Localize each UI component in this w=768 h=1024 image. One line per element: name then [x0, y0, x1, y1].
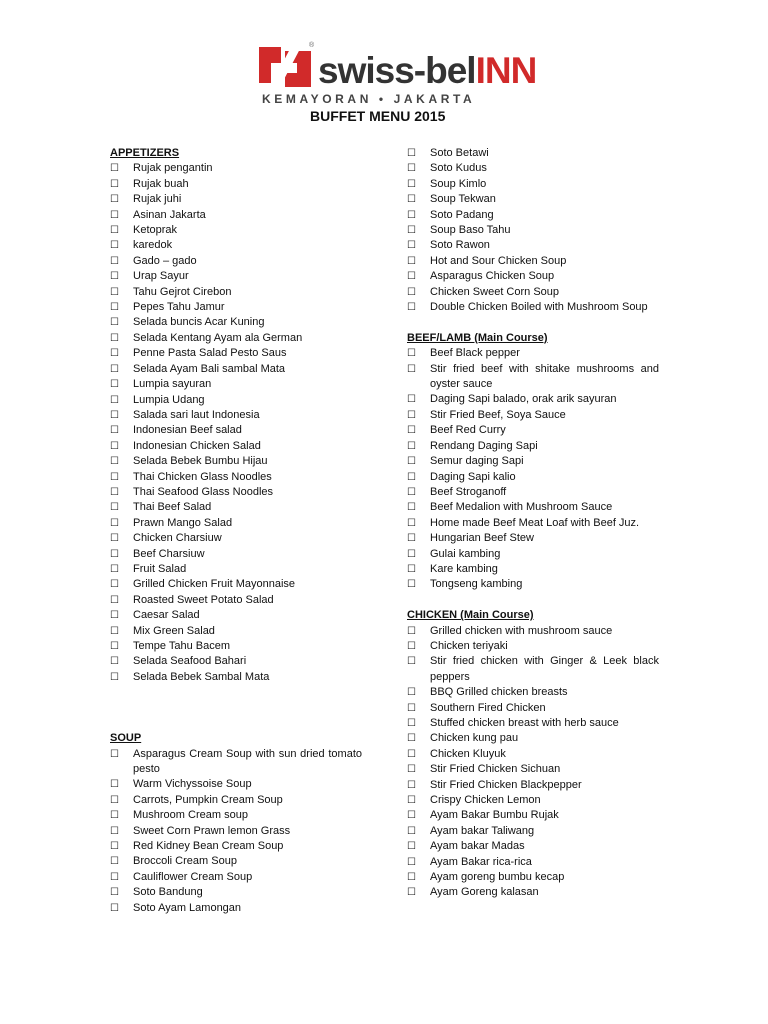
menu-item-label: Gulai kambing [430, 547, 501, 560]
menu-item-label: Carrots, Pumpkin Cream Soup [133, 793, 283, 806]
menu-item [110, 500, 362, 515]
menu-item [110, 577, 362, 592]
checkbox-icon[interactable]: ☐ [110, 579, 119, 591]
menu-item-label: Selada Kentang Ayam ala German [133, 331, 303, 344]
checkbox-icon[interactable]: ☐ [110, 548, 119, 560]
menu-item-label: Gado – gado [133, 254, 197, 267]
menu-item [110, 901, 362, 916]
menu-item [407, 500, 659, 515]
menu-item [407, 208, 659, 223]
menu-item-label: Ayam Bakar Bumbu Rujak [430, 809, 559, 822]
checkbox-icon[interactable]: ☐ [110, 625, 119, 637]
menu-item-label: Lumpia Udang [133, 393, 205, 406]
menu-item-label: Ayam Bakar rica-rica [430, 855, 532, 868]
menu-item [407, 362, 659, 393]
checkbox-icon[interactable]: ☐ [110, 563, 119, 575]
checkbox-icon[interactable]: ☐ [407, 887, 416, 899]
menu-item [110, 839, 362, 854]
section-spacer [407, 315, 659, 330]
menu-item [407, 439, 659, 454]
menu-item-label: Soto Bandung [133, 886, 203, 899]
menu-item [407, 654, 659, 685]
menu-item [110, 377, 362, 392]
menu-item-label: Rujak pengantin [133, 162, 213, 175]
checkbox-icon[interactable]: ☐ [407, 178, 416, 190]
checkbox-icon[interactable]: ☐ [110, 456, 119, 468]
checkbox-icon[interactable]: ☐ [407, 779, 416, 791]
menu-item-label: Southern Fired Chicken [430, 701, 546, 714]
menu-item [407, 624, 659, 639]
menu-item [110, 393, 362, 408]
menu-item [407, 870, 659, 885]
menu-item [407, 516, 659, 531]
menu-item [407, 639, 659, 654]
checkbox-icon[interactable]: ☐ [110, 225, 119, 237]
checkbox-icon[interactable]: ☐ [110, 656, 119, 668]
menu-item [407, 547, 659, 562]
menu-item-label: Double Chicken Boiled with Mushroom Soup [430, 301, 648, 314]
menu-item-label: Stir Fried Chicken Sichuan [430, 763, 561, 776]
checkbox-icon[interactable]: ☐ [110, 409, 119, 421]
header [0, 0, 768, 130]
checkbox-icon[interactable]: ☐ [110, 841, 119, 853]
brand-name-part2: INN [475, 50, 537, 91]
menu-item-label: Selada Seafood Bahari [133, 655, 247, 668]
chicken-heading: CHICKEN (Main Course) [407, 609, 534, 622]
menu-item [407, 778, 659, 793]
menu-item [110, 315, 362, 330]
menu-item-label: Ayam bakar Taliwang [430, 824, 535, 837]
menu-item-label: Urap Sayur [133, 270, 189, 283]
menu-item [110, 624, 362, 639]
menu-item [110, 531, 362, 546]
menu-item [407, 300, 659, 315]
checkbox-icon[interactable]: ☐ [407, 425, 416, 437]
checkbox-icon[interactable]: ☐ [407, 517, 416, 529]
menu-item-label: Lumpia sayuran [133, 378, 212, 391]
menu-item [110, 269, 362, 284]
menu-item [110, 177, 362, 192]
checkbox-icon[interactable]: ☐ [407, 502, 416, 514]
menu-item-label: Crispy Chicken Lemon [430, 794, 541, 807]
appetizers-heading: APPETIZERS [110, 147, 180, 159]
menu-item [110, 654, 362, 669]
checkbox-icon[interactable]: ☐ [407, 255, 416, 267]
checkbox-icon[interactable]: ☐ [407, 718, 416, 729]
checkbox-icon[interactable]: ☐ [407, 625, 416, 637]
soup-heading: SOUP [110, 732, 142, 745]
registered-mark: ® [309, 42, 315, 49]
menu-item-label: Asparagus Cream Soup with sun dried tomato pesto [133, 747, 362, 776]
menu-item [407, 423, 659, 438]
checkbox-icon[interactable]: ☐ [110, 317, 119, 329]
checkbox-icon[interactable]: ☐ [407, 471, 416, 483]
brand-location: KEMAYORAN • JAKARTA [262, 92, 476, 106]
checkbox-icon[interactable]: ☐ [110, 348, 119, 360]
checkbox-icon[interactable]: ☐ [110, 748, 119, 760]
menu-item-label: Mix Green Salad [133, 624, 215, 637]
checkbox-icon[interactable]: ☐ [110, 209, 119, 221]
checkbox-icon[interactable]: ☐ [110, 302, 119, 314]
checkbox-icon[interactable]: ☐ [110, 471, 119, 483]
menu-item-label: Beef Charsiuw [133, 547, 205, 560]
menu-item-label: Tempe Tahu Bacem [133, 640, 231, 652]
menu-item [407, 269, 659, 284]
checkbox-icon[interactable]: ☐ [407, 579, 416, 591]
menu-item [407, 577, 659, 592]
checkbox-icon[interactable]: ☐ [110, 363, 119, 375]
menu-item [407, 454, 659, 469]
menu-item [110, 885, 362, 900]
menu-item [110, 639, 362, 654]
menu-item [407, 470, 659, 485]
menu-item-label: Mushroom Cream soup [133, 809, 248, 822]
menu-item [407, 346, 659, 361]
menu-item [110, 408, 362, 423]
checkbox-icon[interactable]: ☐ [110, 425, 119, 437]
menu-item-label: Asparagus Chicken Soup [430, 270, 555, 283]
menu-item-label: Beef Red Curry [430, 424, 506, 437]
menu-item [407, 885, 659, 900]
checkbox-icon[interactable]: ☐ [110, 194, 119, 206]
menu-item [407, 747, 659, 762]
menu-item [407, 254, 659, 269]
menu-item-label: Ketoprak [133, 224, 178, 237]
menu-item [407, 855, 659, 870]
menu-item-label: Selada Bebek Bumbu Hijau [133, 455, 268, 468]
checkbox-icon[interactable]: ☐ [110, 779, 119, 791]
checkbox-icon[interactable]: ☐ [110, 394, 119, 406]
checkbox-icon[interactable]: ☐ [407, 225, 416, 237]
menu-item-label: Kare kambing [430, 562, 498, 575]
menu-item [110, 593, 362, 608]
checkbox-icon[interactable]: ☐ [110, 286, 119, 298]
menu-item [110, 223, 362, 238]
menu-item [110, 793, 362, 808]
menu-item-label: Grilled chicken with mushroom sauce [430, 624, 613, 637]
menu-item-label: Stuffed chicken breast with herb sauce [430, 717, 619, 729]
menu-item-label: Selada Ayam Bali sambal Mata [133, 362, 286, 375]
menu-item-label: Rujak juhi [133, 193, 182, 206]
soup-list-continued [407, 146, 659, 315]
page-title: BUFFET MENU 2015 [310, 108, 446, 124]
menu-item-label: Daging Sapi kalio [430, 470, 516, 483]
menu-item-label: Soto Rawon [430, 239, 490, 252]
checkbox-icon[interactable]: ☐ [407, 209, 416, 221]
menu-item [407, 238, 659, 253]
menu-item-label: Beef Black pepper [430, 347, 520, 360]
menu-item-label: Chicken kung pau [430, 732, 519, 745]
menu-item-label: Red Kidney Bean Cream Soup [133, 840, 284, 853]
checkbox-icon[interactable]: ☐ [110, 594, 119, 606]
menu-item [407, 285, 659, 300]
menu-item-label: Penne Pasta Salad Pesto Saus [133, 347, 287, 360]
menu-item [110, 300, 362, 315]
swiss-belinn-logo-icon [257, 45, 313, 89]
checkbox-icon[interactable]: ☐ [110, 332, 119, 344]
soup-list [110, 747, 362, 916]
menu-item-label: Thai Seafood Glass Noodles [133, 485, 274, 498]
checkbox-icon[interactable]: ☐ [407, 394, 416, 406]
menu-item [407, 531, 659, 546]
checkbox-icon[interactable]: ☐ [407, 148, 416, 159]
menu-item [110, 285, 362, 300]
checkbox-icon[interactable]: ☐ [110, 255, 119, 267]
menu-item-label: Stir fried beef with shitake mushrooms and oyster sauce [430, 362, 659, 391]
menu-item-label: Sweet Corn Prawn lemon Grass [133, 824, 291, 837]
menu-item-label: Chicken Sweet Corn Soup [430, 285, 560, 298]
menu-item [110, 161, 362, 176]
menu-item-label: Rendang Daging Sapi [430, 439, 538, 452]
menu-item [110, 854, 362, 869]
menu-item [110, 423, 362, 438]
checkbox-icon[interactable]: ☐ [407, 363, 416, 375]
brand-name [318, 52, 536, 89]
menu-item-label: Ayam Goreng kalasan [430, 886, 539, 899]
checkbox-icon[interactable]: ☐ [110, 871, 119, 883]
menu-item-label: Ayam goreng bumbu kecap [430, 871, 565, 884]
menu-item-label: Daging Sapi balado, orak arik sayuran [430, 393, 617, 406]
menu-item-label: Stir fried chicken with Ginger & Leek black peppers [430, 655, 659, 683]
menu-item [407, 146, 659, 161]
section-spacer [110, 685, 362, 731]
menu-item [407, 223, 659, 238]
checkbox-icon[interactable]: ☐ [407, 872, 416, 884]
menu-item [407, 192, 659, 207]
menu-item [110, 808, 362, 823]
checkbox-icon[interactable]: ☐ [110, 240, 119, 252]
menu-item [110, 670, 362, 685]
menu-item-label: Prawn Mango Salad [133, 516, 233, 529]
menu-item [110, 346, 362, 361]
checkbox-icon[interactable]: ☐ [110, 825, 119, 837]
menu-item-label: Selada Bebek Sambal Mata [133, 670, 270, 683]
menu-item-label: Cauliflower Cream Soup [133, 870, 253, 883]
menu-item-label: Home made Beef Meat Loaf with Beef Juz. [430, 516, 640, 529]
menu-item-label: Semur daging Sapi [430, 455, 524, 468]
menu-item-label: Fruit Salad [133, 562, 187, 575]
menu-item [407, 793, 659, 808]
checkbox-icon[interactable]: ☐ [110, 163, 119, 175]
menu-item-label: Broccoli Cream Soup [133, 855, 237, 868]
checkbox-icon[interactable]: ☐ [407, 348, 416, 360]
checkbox-icon[interactable]: ☐ [407, 825, 416, 837]
beef-heading: BEEF/LAMB (Main Course) [407, 331, 548, 344]
checkbox-icon[interactable]: ☐ [407, 563, 416, 575]
checkbox-icon[interactable]: ☐ [407, 640, 416, 652]
menu-item-label: Soto Ayam Lamongan [133, 901, 242, 914]
menu-item-label: Pepes Tahu Jamur [133, 301, 225, 314]
menu-item-label: Soup Kimlo [430, 177, 487, 190]
menu-item-label: Soto Kudus [430, 162, 487, 175]
checkbox-icon[interactable]: ☐ [407, 456, 416, 468]
menu-item [110, 254, 362, 269]
checkbox-icon[interactable]: ☐ [407, 163, 416, 175]
menu-item-label: Hot and Sour Chicken Soup [430, 254, 567, 267]
chicken-list [407, 624, 659, 901]
menu-item [110, 192, 362, 207]
menu-item-label: Tongseng kambing [430, 578, 523, 591]
checkbox-icon[interactable]: ☐ [407, 810, 416, 822]
menu-item [110, 470, 362, 485]
checkbox-icon[interactable]: ☐ [407, 748, 416, 760]
menu-item [110, 362, 362, 377]
checkbox-icon[interactable]: ☐ [407, 764, 416, 776]
menu-item [407, 716, 659, 731]
checkbox-icon[interactable]: ☐ [407, 856, 416, 868]
checkbox-icon[interactable]: ☐ [110, 610, 119, 622]
menu-item [110, 608, 362, 623]
menu-item-label: Indonesian Beef salad [133, 424, 242, 437]
left-column [110, 146, 362, 916]
menu-item [407, 562, 659, 577]
menu-item [110, 777, 362, 792]
checkbox-icon[interactable]: ☐ [407, 240, 416, 252]
menu-item-label: Soto Betawi [430, 147, 489, 159]
checkbox-icon[interactable]: ☐ [110, 440, 119, 452]
checkbox-icon[interactable]: ☐ [407, 687, 416, 699]
menu-item-label: Roasted Sweet Potato Salad [133, 593, 274, 606]
checkbox-icon[interactable]: ☐ [407, 548, 416, 560]
beef-list [407, 346, 659, 593]
checkbox-icon[interactable]: ☐ [407, 702, 416, 714]
menu-item [110, 439, 362, 454]
menu-item [407, 392, 659, 407]
checkbox-icon[interactable]: ☐ [110, 178, 119, 190]
checkbox-icon[interactable]: ☐ [110, 671, 119, 683]
checkbox-icon[interactable]: ☐ [407, 440, 416, 452]
menu-item-label: Asinan Jakarta [133, 208, 206, 221]
menu-item [407, 161, 659, 176]
checkbox-icon[interactable]: ☐ [407, 286, 416, 298]
checkbox-icon[interactable]: ☐ [110, 794, 119, 806]
checkbox-icon[interactable]: ☐ [110, 887, 119, 899]
menu-item [407, 839, 659, 854]
appetizers-list [110, 161, 362, 685]
checkbox-icon[interactable]: ☐ [110, 641, 119, 652]
checkbox-icon[interactable]: ☐ [407, 841, 416, 853]
checkbox-icon[interactable]: ☐ [110, 810, 119, 822]
menu-item-label: Beef Stroganoff [430, 485, 507, 498]
menu-item-label: Thai Beef Salad [133, 501, 212, 514]
menu-item-label: Hungarian Beef Stew [430, 532, 534, 545]
menu-item [110, 331, 362, 346]
menu-item-label: Chicken Charsiuw [133, 532, 222, 545]
menu-item [407, 762, 659, 777]
menu-item-label: Salada sari laut Indonesia [133, 408, 260, 421]
menu-item-label: Stir Fried Beef, Soya Sauce [430, 408, 566, 421]
checkbox-icon[interactable]: ☐ [110, 486, 119, 498]
menu-item [407, 731, 659, 746]
checkbox-icon[interactable]: ☐ [407, 486, 416, 498]
menu-item-label: Tahu Gejrot Cirebon [133, 285, 232, 298]
menu-item [407, 177, 659, 192]
menu-item-label: Chicken teriyaki [430, 639, 508, 652]
menu-item [110, 238, 362, 253]
menu-item [407, 685, 659, 700]
checkbox-icon[interactable]: ☐ [407, 656, 416, 668]
menu-item-label: Thai Chicken Glass Noodles [133, 470, 272, 483]
checkbox-icon[interactable]: ☐ [110, 902, 119, 914]
menu-item-label: Stir Fried Chicken Blackpepper [430, 778, 582, 791]
menu-item [407, 485, 659, 500]
checkbox-icon[interactable]: ☐ [110, 517, 119, 529]
checkbox-icon[interactable]: ☐ [110, 379, 119, 391]
checkbox-icon[interactable]: ☐ [110, 856, 119, 868]
checkbox-icon[interactable]: ☐ [110, 533, 119, 545]
menu-item [407, 824, 659, 839]
menu-item [110, 547, 362, 562]
menu-item-label: Warm Vichyssoise Soup [133, 778, 252, 791]
section-spacer [407, 593, 659, 608]
menu-item [110, 454, 362, 469]
menu-item-label: Soup Baso Tahu [430, 224, 511, 237]
menu-item-label: Soup Tekwan [430, 193, 496, 206]
menu-item [110, 516, 362, 531]
menu-item [407, 408, 659, 423]
menu-item-label: Indonesian Chicken Salad [133, 439, 261, 452]
checkbox-icon[interactable]: ☐ [407, 733, 416, 745]
menu-item-label: Grilled Chicken Fruit Mayonnaise [133, 578, 296, 591]
right-column [407, 146, 659, 901]
brand-name-part1: swiss-bel [318, 50, 476, 91]
menu-item-label: karedok [133, 239, 173, 252]
checkbox-icon[interactable]: ☐ [407, 271, 416, 283]
menu-item [407, 808, 659, 823]
checkbox-icon[interactable]: ☐ [407, 302, 416, 314]
menu-item [407, 701, 659, 716]
checkbox-icon[interactable]: ☐ [407, 194, 416, 206]
menu-item [110, 485, 362, 500]
menu-item-label: Caesar Salad [133, 609, 200, 622]
menu-item [110, 824, 362, 839]
menu-item-label: BBQ Grilled chicken breasts [430, 686, 568, 699]
checkbox-icon[interactable]: ☐ [110, 502, 119, 514]
menu-item [110, 208, 362, 223]
checkbox-icon[interactable]: ☐ [407, 533, 416, 545]
menu-item-label: Rujak buah [133, 177, 189, 190]
menu-item-label: Ayam bakar Madas [430, 840, 525, 853]
checkbox-icon[interactable]: ☐ [407, 409, 416, 421]
checkbox-icon[interactable]: ☐ [110, 271, 119, 283]
menu-item-label: Beef Medalion with Mushroom Sauce [430, 501, 613, 514]
menu-item [110, 747, 362, 778]
menu-item-label: Soto Padang [430, 208, 494, 221]
menu-item [110, 870, 362, 885]
checkbox-icon[interactable]: ☐ [407, 795, 416, 807]
menu-item [110, 562, 362, 577]
menu-item-label: Selada buncis Acar Kuning [133, 316, 265, 329]
menu-item-label: Chicken Kluyuk [430, 747, 506, 760]
